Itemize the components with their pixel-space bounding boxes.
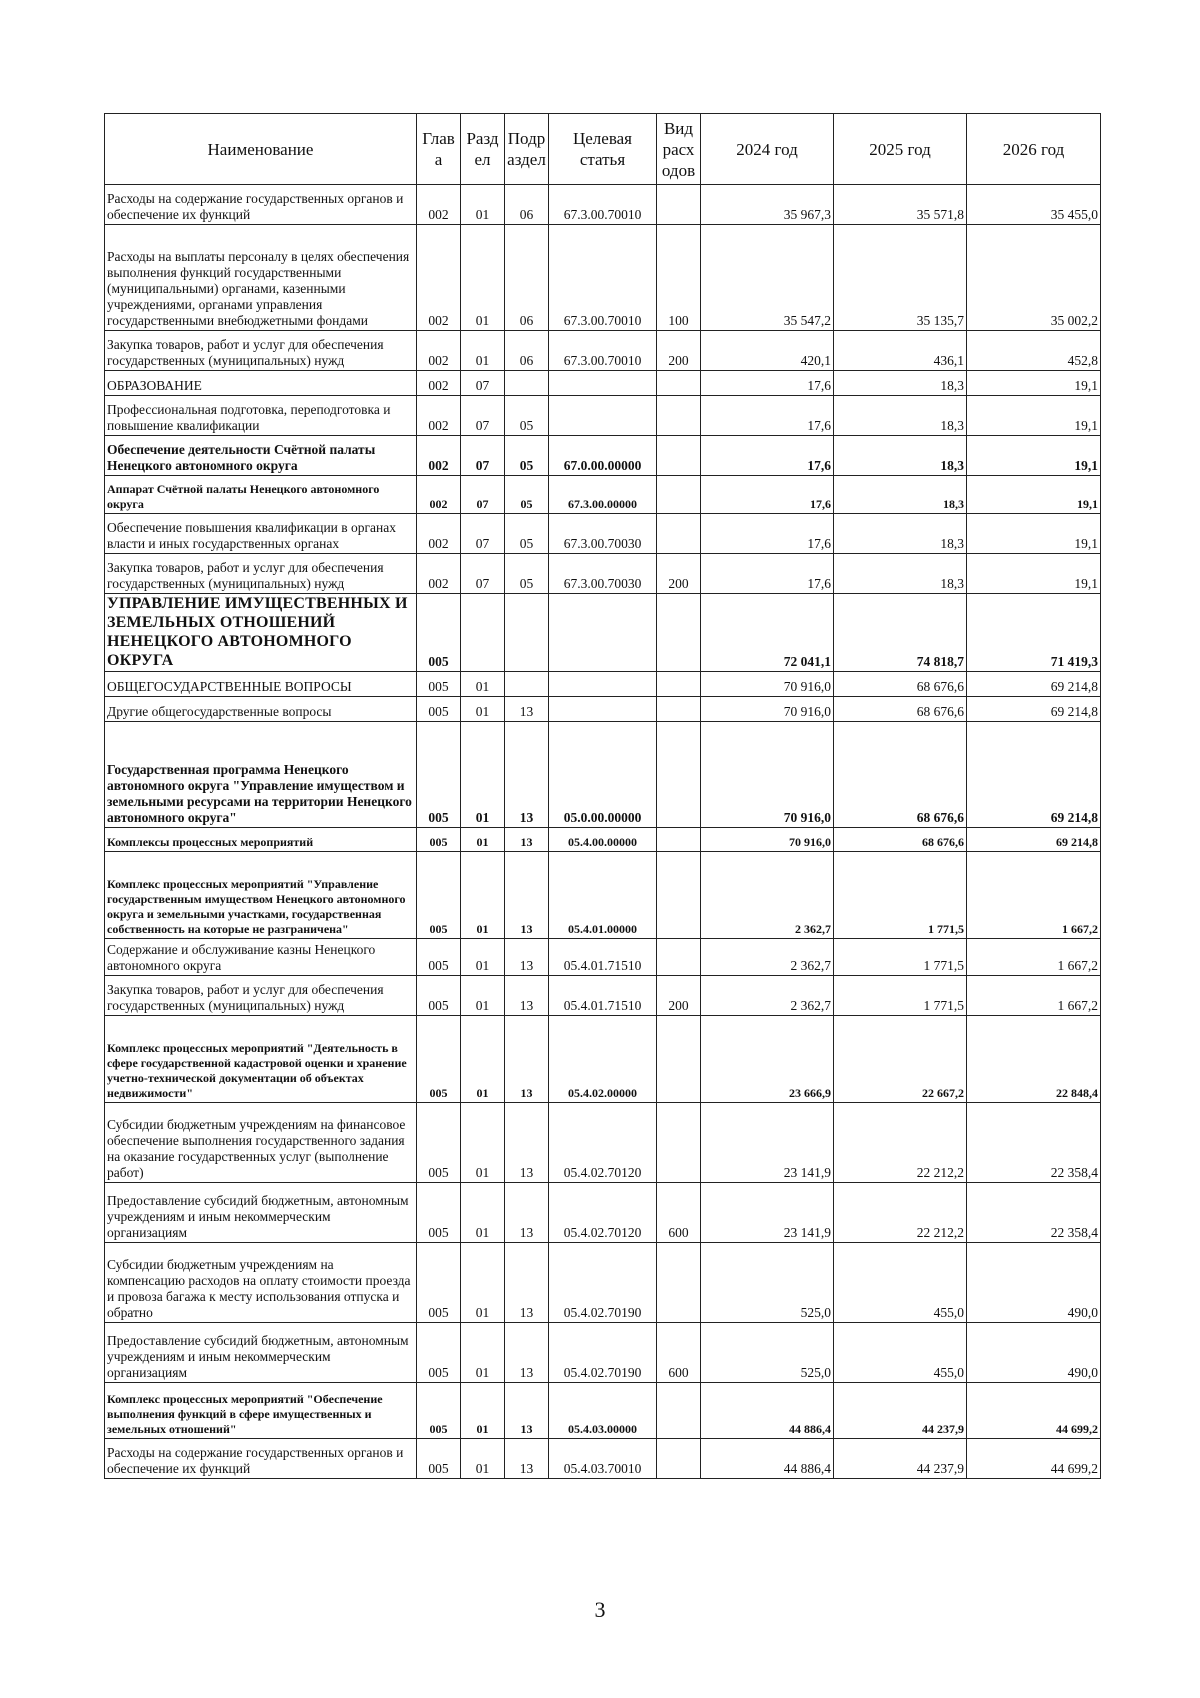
row-name: Комплекс процессных мероприятий "Деятельность в сфере государственной кадастровой оценки и хранение учетно-технической документации об объектах недвижимости" bbox=[105, 1016, 417, 1103]
cell-vid-rashodov bbox=[657, 852, 701, 939]
cell-2024: 23 141,9 bbox=[701, 1183, 834, 1243]
cell-vid-rashodov: 200 bbox=[657, 554, 701, 594]
cell-2026: 1 667,2 bbox=[967, 939, 1101, 976]
cell-celevaya-statya bbox=[549, 371, 657, 396]
cell-2026: 1 667,2 bbox=[967, 852, 1101, 939]
cell-vid-rashodov bbox=[657, 594, 701, 672]
cell-2024: 17,6 bbox=[701, 396, 834, 436]
cell-2025: 18,3 bbox=[834, 554, 967, 594]
cell-2025: 1 771,5 bbox=[834, 976, 967, 1016]
cell-2024: 2 362,7 bbox=[701, 939, 834, 976]
cell-vid-rashodov bbox=[657, 1383, 701, 1439]
header-podrazdel: Подр аздел bbox=[505, 114, 549, 185]
cell-razdel: 01 bbox=[461, 1103, 505, 1183]
cell-2026: 19,1 bbox=[967, 476, 1101, 514]
cell-razdel: 01 bbox=[461, 697, 505, 722]
header-glava: Глав а bbox=[417, 114, 461, 185]
row-name: Государственная программа Ненецкого автономного округа "Управление имуществом и земельными ресурсами на территории Ненецкого автономного округа" bbox=[105, 722, 417, 828]
row-name: Закупка товаров, работ и услуг для обеспечения государственных (муниципальных) нужд bbox=[105, 976, 417, 1016]
cell-vid-rashodov: 600 bbox=[657, 1323, 701, 1383]
header-2024: 2024 год bbox=[701, 114, 834, 185]
cell-vid-rashodov bbox=[657, 371, 701, 396]
table-row bbox=[105, 1243, 1101, 1323]
cell-razdel: 01 bbox=[461, 1383, 505, 1439]
cell-vid-rashodov bbox=[657, 672, 701, 697]
cell-2025: 74 818,7 bbox=[834, 594, 967, 672]
row-name: Закупка товаров, работ и услуг для обеспечения государственных (муниципальных) нужд bbox=[105, 554, 417, 594]
row-name: Субсидии бюджетным учреждениям на компенсацию расходов на оплату стоимости проезда и провоза багажа к месту использования отпуска и обратно bbox=[105, 1243, 417, 1323]
cell-vid-rashodov bbox=[657, 939, 701, 976]
cell-2025: 68 676,6 bbox=[834, 828, 967, 852]
cell-podrazdel: 13 bbox=[505, 1016, 549, 1103]
cell-2024: 72 041,1 bbox=[701, 594, 834, 672]
cell-razdel: 07 bbox=[461, 476, 505, 514]
cell-2024: 17,6 bbox=[701, 371, 834, 396]
row-name: Закупка товаров, работ и услуг для обеспечения государственных (муниципальных) нужд bbox=[105, 331, 417, 371]
cell-razdel: 07 bbox=[461, 436, 505, 476]
cell-celevaya-statya: 05.4.00.00000 bbox=[549, 828, 657, 852]
cell-podrazdel: 13 bbox=[505, 828, 549, 852]
cell-2025: 18,3 bbox=[834, 396, 967, 436]
cell-vid-rashodov bbox=[657, 476, 701, 514]
cell-razdel: 07 bbox=[461, 554, 505, 594]
cell-2025: 18,3 bbox=[834, 436, 967, 476]
cell-2026: 22 358,4 bbox=[967, 1103, 1101, 1183]
header-2026: 2026 год bbox=[967, 114, 1101, 185]
cell-podrazdel: 06 bbox=[505, 225, 549, 331]
cell-vid-rashodov bbox=[657, 828, 701, 852]
cell-razdel bbox=[461, 594, 505, 672]
table-row bbox=[105, 1103, 1101, 1183]
table-row bbox=[105, 185, 1101, 225]
cell-2025: 436,1 bbox=[834, 331, 967, 371]
cell-2024: 70 916,0 bbox=[701, 722, 834, 828]
cell-2025: 44 237,9 bbox=[834, 1439, 967, 1479]
cell-glava: 005 bbox=[417, 722, 461, 828]
cell-glava: 002 bbox=[417, 185, 461, 225]
cell-2024: 2 362,7 bbox=[701, 976, 834, 1016]
cell-2024: 420,1 bbox=[701, 331, 834, 371]
cell-celevaya-statya: 05.4.02.70120 bbox=[549, 1103, 657, 1183]
cell-2024: 35 547,2 bbox=[701, 225, 834, 331]
table-row bbox=[105, 672, 1101, 697]
cell-2025: 68 676,6 bbox=[834, 672, 967, 697]
cell-celevaya-statya: 67.3.00.70010 bbox=[549, 185, 657, 225]
cell-2026: 19,1 bbox=[967, 436, 1101, 476]
cell-glava: 005 bbox=[417, 939, 461, 976]
cell-2024: 70 916,0 bbox=[701, 672, 834, 697]
row-name: Содержание и обслуживание казны Ненецкого автономного округа bbox=[105, 939, 417, 976]
cell-vid-rashodov: 100 bbox=[657, 225, 701, 331]
cell-2024: 44 886,4 bbox=[701, 1439, 834, 1479]
cell-vid-rashodov bbox=[657, 697, 701, 722]
cell-2025: 18,3 bbox=[834, 514, 967, 554]
cell-2026: 44 699,2 bbox=[967, 1439, 1101, 1479]
cell-2025: 18,3 bbox=[834, 476, 967, 514]
cell-2026: 19,1 bbox=[967, 396, 1101, 436]
cell-2026: 22 848,4 bbox=[967, 1016, 1101, 1103]
cell-podrazdel: 13 bbox=[505, 722, 549, 828]
cell-2024: 70 916,0 bbox=[701, 828, 834, 852]
cell-glava: 002 bbox=[417, 436, 461, 476]
cell-glava: 002 bbox=[417, 225, 461, 331]
cell-2025: 68 676,6 bbox=[834, 697, 967, 722]
cell-razdel: 01 bbox=[461, 331, 505, 371]
cell-podrazdel: 05 bbox=[505, 476, 549, 514]
table-row bbox=[105, 697, 1101, 722]
page-number: 3 bbox=[594, 1597, 606, 1622]
table-row bbox=[105, 1323, 1101, 1383]
cell-celevaya-statya: 05.4.01.71510 bbox=[549, 976, 657, 1016]
cell-vid-rashodov bbox=[657, 436, 701, 476]
cell-podrazdel: 13 bbox=[505, 852, 549, 939]
cell-2024: 23 666,9 bbox=[701, 1016, 834, 1103]
cell-2025: 22 667,2 bbox=[834, 1016, 967, 1103]
row-name: Предоставление субсидий бюджетным, автономным учреждениям и иным некоммерческим организациям bbox=[105, 1323, 417, 1383]
cell-vid-rashodov: 200 bbox=[657, 976, 701, 1016]
row-name: Комплекс процессных мероприятий "Управление государственным имуществом Ненецкого автономного округа и земельными участками, государственная собственность на которые не разграничена" bbox=[105, 852, 417, 939]
cell-2024: 17,6 bbox=[701, 476, 834, 514]
cell-podrazdel: 13 bbox=[505, 1439, 549, 1479]
cell-podrazdel bbox=[505, 672, 549, 697]
cell-2026: 19,1 bbox=[967, 554, 1101, 594]
cell-celevaya-statya: 05.4.03.70010 bbox=[549, 1439, 657, 1479]
table-header-row bbox=[105, 114, 1101, 185]
cell-razdel: 07 bbox=[461, 514, 505, 554]
cell-vid-rashodov bbox=[657, 1243, 701, 1323]
row-name: Другие общегосударственные вопросы bbox=[105, 697, 417, 722]
cell-2025: 18,3 bbox=[834, 371, 967, 396]
cell-2024: 35 967,3 bbox=[701, 185, 834, 225]
cell-2026: 19,1 bbox=[967, 371, 1101, 396]
cell-podrazdel: 05 bbox=[505, 554, 549, 594]
cell-razdel: 01 bbox=[461, 1439, 505, 1479]
cell-razdel: 01 bbox=[461, 185, 505, 225]
cell-celevaya-statya: 05.4.03.00000 bbox=[549, 1383, 657, 1439]
cell-2026: 44 699,2 bbox=[967, 1383, 1101, 1439]
cell-2026: 490,0 bbox=[967, 1323, 1101, 1383]
cell-glava: 005 bbox=[417, 1439, 461, 1479]
row-name: Расходы на содержание государственных органов и обеспечение их функций bbox=[105, 1439, 417, 1479]
cell-glava: 002 bbox=[417, 554, 461, 594]
cell-2026: 490,0 bbox=[967, 1243, 1101, 1323]
cell-glava: 005 bbox=[417, 976, 461, 1016]
row-name: Комплексы процессных мероприятий bbox=[105, 828, 417, 852]
table-row bbox=[105, 1439, 1101, 1479]
row-name: Профессиональная подготовка, переподготовка и повышение квалификации bbox=[105, 396, 417, 436]
cell-2025: 455,0 bbox=[834, 1323, 967, 1383]
cell-razdel: 01 bbox=[461, 1016, 505, 1103]
cell-celevaya-statya: 05.4.02.70190 bbox=[549, 1323, 657, 1383]
cell-vid-rashodov bbox=[657, 514, 701, 554]
cell-2024: 17,6 bbox=[701, 514, 834, 554]
cell-2025: 68 676,6 bbox=[834, 722, 967, 828]
cell-razdel: 01 bbox=[461, 976, 505, 1016]
cell-2025: 1 771,5 bbox=[834, 852, 967, 939]
cell-vid-rashodov bbox=[657, 396, 701, 436]
cell-podrazdel: 13 bbox=[505, 939, 549, 976]
header-vid-rashodov: Вид расх одов bbox=[657, 114, 701, 185]
table-row bbox=[105, 828, 1101, 852]
row-name: ОБЩЕГОСУДАРСТВЕННЫЕ ВОПРОСЫ bbox=[105, 672, 417, 697]
table-row bbox=[105, 514, 1101, 554]
cell-celevaya-statya: 05.4.02.70190 bbox=[549, 1243, 657, 1323]
table-row bbox=[105, 976, 1101, 1016]
budget-table-sheet bbox=[104, 113, 1100, 1479]
cell-2026: 71 419,3 bbox=[967, 594, 1101, 672]
cell-celevaya-statya: 05.4.01.71510 bbox=[549, 939, 657, 976]
cell-celevaya-statya: 67.3.00.00000 bbox=[549, 476, 657, 514]
cell-2026: 1 667,2 bbox=[967, 976, 1101, 1016]
cell-2026: 35 455,0 bbox=[967, 185, 1101, 225]
cell-podrazdel: 13 bbox=[505, 1323, 549, 1383]
budget-table bbox=[104, 113, 1101, 1479]
table-row bbox=[105, 371, 1101, 396]
cell-glava: 005 bbox=[417, 1323, 461, 1383]
cell-podrazdel: 13 bbox=[505, 976, 549, 1016]
cell-2024: 2 362,7 bbox=[701, 852, 834, 939]
row-name: Комплекс процессных мероприятий "Обеспечение выполнения функций в сфере имущественных и земельных отношений" bbox=[105, 1383, 417, 1439]
cell-2025: 44 237,9 bbox=[834, 1383, 967, 1439]
cell-celevaya-statya bbox=[549, 594, 657, 672]
cell-glava: 005 bbox=[417, 1383, 461, 1439]
cell-glava: 005 bbox=[417, 1103, 461, 1183]
cell-2025: 455,0 bbox=[834, 1243, 967, 1323]
cell-2025: 1 771,5 bbox=[834, 939, 967, 976]
header-name: Наименование bbox=[105, 114, 417, 185]
row-name: Расходы на содержание государственных органов и обеспечение их функций bbox=[105, 185, 417, 225]
cell-vid-rashodov: 600 bbox=[657, 1183, 701, 1243]
cell-2026: 35 002,2 bbox=[967, 225, 1101, 331]
cell-podrazdel bbox=[505, 371, 549, 396]
cell-celevaya-statya bbox=[549, 697, 657, 722]
cell-2024: 525,0 bbox=[701, 1243, 834, 1323]
cell-glava: 002 bbox=[417, 396, 461, 436]
cell-2025: 22 212,2 bbox=[834, 1103, 967, 1183]
table-row bbox=[105, 594, 1101, 672]
cell-2026: 19,1 bbox=[967, 514, 1101, 554]
cell-celevaya-statya: 05.4.02.00000 bbox=[549, 1016, 657, 1103]
cell-2025: 35 135,7 bbox=[834, 225, 967, 331]
cell-razdel: 01 bbox=[461, 225, 505, 331]
cell-celevaya-statya: 67.3.00.70010 bbox=[549, 225, 657, 331]
cell-glava: 005 bbox=[417, 594, 461, 672]
table-row bbox=[105, 939, 1101, 976]
cell-2025: 22 212,2 bbox=[834, 1183, 967, 1243]
cell-celevaya-statya bbox=[549, 672, 657, 697]
cell-razdel: 01 bbox=[461, 1323, 505, 1383]
cell-celevaya-statya: 05.4.02.70120 bbox=[549, 1183, 657, 1243]
cell-2024: 17,6 bbox=[701, 436, 834, 476]
cell-razdel: 01 bbox=[461, 1183, 505, 1243]
row-name: Расходы на выплаты персоналу в целях обеспечения выполнения функций государственными (муниципальными) органами, казенными учреждениями, органами управления государственными внебюджетными фондами bbox=[105, 225, 417, 331]
table-row bbox=[105, 1183, 1101, 1243]
header-2025: 2025 год bbox=[834, 114, 967, 185]
cell-podrazdel: 13 bbox=[505, 1243, 549, 1323]
cell-2024: 17,6 bbox=[701, 554, 834, 594]
cell-2024: 44 886,4 bbox=[701, 1383, 834, 1439]
cell-glava: 005 bbox=[417, 1243, 461, 1323]
cell-razdel: 01 bbox=[461, 852, 505, 939]
table-row bbox=[105, 1383, 1101, 1439]
cell-podrazdel: 13 bbox=[505, 1183, 549, 1243]
table-row bbox=[105, 476, 1101, 514]
cell-glava: 005 bbox=[417, 697, 461, 722]
cell-razdel: 01 bbox=[461, 672, 505, 697]
cell-razdel: 07 bbox=[461, 396, 505, 436]
cell-2024: 70 916,0 bbox=[701, 697, 834, 722]
table-row bbox=[105, 1016, 1101, 1103]
cell-vid-rashodov bbox=[657, 1439, 701, 1479]
cell-2026: 452,8 bbox=[967, 331, 1101, 371]
table-body bbox=[105, 185, 1101, 1479]
cell-2026: 69 214,8 bbox=[967, 828, 1101, 852]
cell-2026: 22 358,4 bbox=[967, 1183, 1101, 1243]
cell-podrazdel: 13 bbox=[505, 697, 549, 722]
table-row bbox=[105, 396, 1101, 436]
cell-glava: 005 bbox=[417, 1183, 461, 1243]
cell-2026: 69 214,8 bbox=[967, 697, 1101, 722]
cell-podrazdel: 13 bbox=[505, 1103, 549, 1183]
cell-podrazdel: 06 bbox=[505, 331, 549, 371]
cell-celevaya-statya: 05.4.01.00000 bbox=[549, 852, 657, 939]
cell-podrazdel: 13 bbox=[505, 1383, 549, 1439]
cell-celevaya-statya: 67.3.00.70030 bbox=[549, 554, 657, 594]
cell-razdel: 01 bbox=[461, 939, 505, 976]
cell-razdel: 01 bbox=[461, 722, 505, 828]
cell-2026: 69 214,8 bbox=[967, 722, 1101, 828]
table-row bbox=[105, 852, 1101, 939]
cell-vid-rashodov bbox=[657, 1016, 701, 1103]
cell-glava: 005 bbox=[417, 672, 461, 697]
row-name: Обеспечение повышения квалификации в органах власти и иных государственных органах bbox=[105, 514, 417, 554]
cell-podrazdel bbox=[505, 594, 549, 672]
cell-celevaya-statya: 67.3.00.70010 bbox=[549, 331, 657, 371]
cell-razdel: 01 bbox=[461, 828, 505, 852]
cell-podrazdel: 06 bbox=[505, 185, 549, 225]
cell-vid-rashodov bbox=[657, 185, 701, 225]
cell-2024: 23 141,9 bbox=[701, 1103, 834, 1183]
header-razdel: Разд ел bbox=[461, 114, 505, 185]
cell-vid-rashodov bbox=[657, 722, 701, 828]
row-name: Субсидии бюджетным учреждениям на финансовое обеспечение выполнения государственного задания на оказание государственных услуг (выполнение работ) bbox=[105, 1103, 417, 1183]
cell-2025: 35 571,8 bbox=[834, 185, 967, 225]
cell-podrazdel: 05 bbox=[505, 396, 549, 436]
row-name: Обеспечение деятельности Счётной палаты Ненецкого автономного округа bbox=[105, 436, 417, 476]
cell-vid-rashodov bbox=[657, 1103, 701, 1183]
cell-vid-rashodov: 200 bbox=[657, 331, 701, 371]
cell-glava: 002 bbox=[417, 331, 461, 371]
table-row bbox=[105, 436, 1101, 476]
header-celevaya-statya: Целевая статья bbox=[549, 114, 657, 185]
cell-celevaya-statya: 67.0.00.00000 bbox=[549, 436, 657, 476]
cell-glava: 002 bbox=[417, 514, 461, 554]
cell-razdel: 07 bbox=[461, 371, 505, 396]
cell-celevaya-statya: 05.0.00.00000 bbox=[549, 722, 657, 828]
table-row bbox=[105, 225, 1101, 331]
table-row bbox=[105, 331, 1101, 371]
cell-glava: 005 bbox=[417, 1016, 461, 1103]
table-row bbox=[105, 554, 1101, 594]
cell-glava: 002 bbox=[417, 476, 461, 514]
cell-2024: 525,0 bbox=[701, 1323, 834, 1383]
cell-razdel: 01 bbox=[461, 1243, 505, 1323]
cell-podrazdel: 05 bbox=[505, 436, 549, 476]
row-name: Аппарат Счётной палаты Ненецкого автономного округа bbox=[105, 476, 417, 514]
cell-2026: 69 214,8 bbox=[967, 672, 1101, 697]
table-row bbox=[105, 722, 1101, 828]
cell-celevaya-statya: 67.3.00.70030 bbox=[549, 514, 657, 554]
cell-glava: 005 bbox=[417, 828, 461, 852]
row-name: ОБРАЗОВАНИЕ bbox=[105, 371, 417, 396]
row-name: УПРАВЛЕНИЕ ИМУЩЕСТВЕННЫХ И ЗЕМЕЛЬНЫХ ОТНОШЕНИЙ НЕНЕЦКОГО АВТОНОМНОГО ОКРУГА bbox=[105, 594, 417, 672]
cell-celevaya-statya bbox=[549, 396, 657, 436]
cell-podrazdel: 05 bbox=[505, 514, 549, 554]
row-name: Предоставление субсидий бюджетным, автономным учреждениям и иным некоммерческим организациям bbox=[105, 1183, 417, 1243]
cell-glava: 005 bbox=[417, 852, 461, 939]
cell-glava: 002 bbox=[417, 371, 461, 396]
